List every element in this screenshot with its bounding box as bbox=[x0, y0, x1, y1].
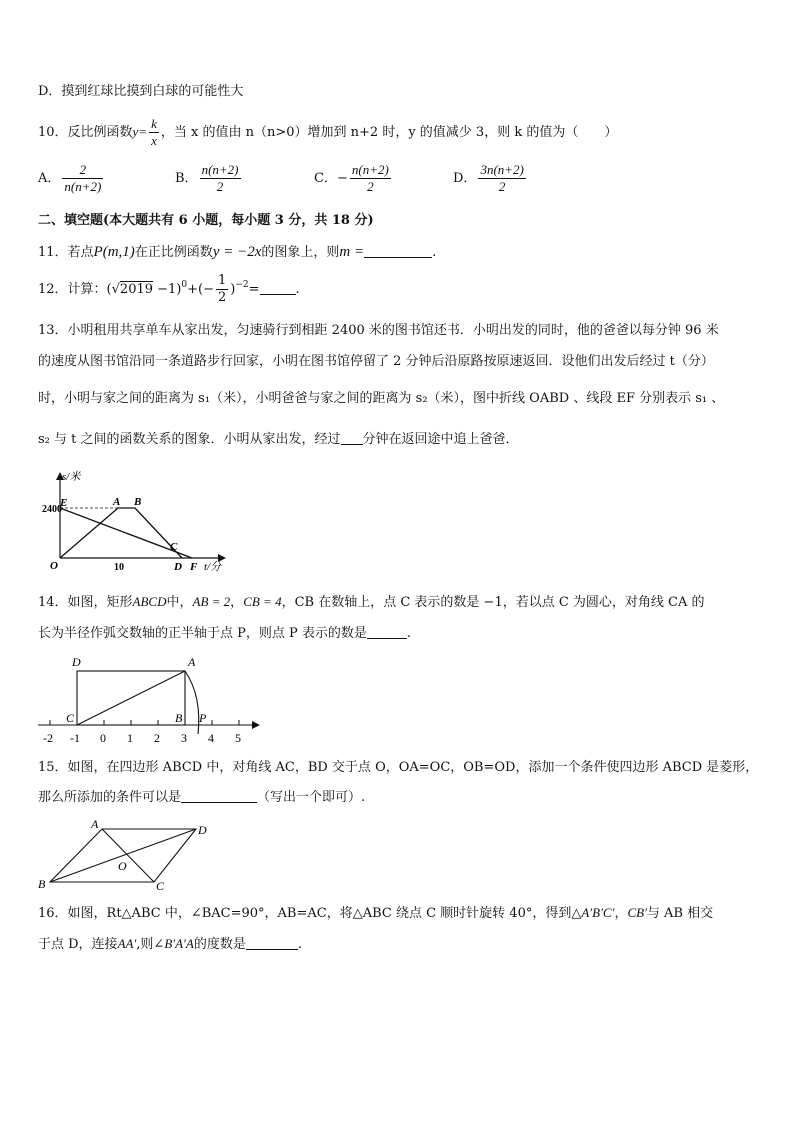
q10-option-c-num: n(n+2) bbox=[351, 162, 389, 177]
q10-stem bbox=[38, 116, 617, 149]
q14-line1-b: 中， bbox=[166, 595, 193, 610]
q14-ab: AB = 2 bbox=[192, 594, 231, 609]
tick-label-minus-1: -1 bbox=[70, 731, 80, 745]
label-d: D bbox=[72, 655, 81, 669]
q14-line1-a: 14．如图，矩形 bbox=[38, 595, 133, 610]
q14-cb: CB = 4 bbox=[243, 594, 282, 609]
label-d: D bbox=[174, 561, 182, 573]
q12-text-a: 12．计算：( bbox=[38, 282, 112, 297]
q10-option-c bbox=[314, 162, 393, 195]
label-a: A bbox=[188, 655, 196, 669]
q10-frac-num: k bbox=[151, 116, 157, 131]
q10-option-a-den: n(n+2) bbox=[64, 179, 102, 194]
q16-line1-c: 与 AB 相交 bbox=[646, 906, 714, 921]
diagonal-ca bbox=[77, 671, 185, 725]
q16-line1-a: 16．如图，Rt△ABC 中，∠BAC=90°，AB=AC，将△ABC 绕点 C 顺时针旋转 40°，得到△ bbox=[38, 906, 582, 921]
q10-fraction bbox=[149, 116, 159, 149]
y-axis-label: s/米 bbox=[62, 471, 81, 483]
q16-line2-a: 于点 D，连接 bbox=[38, 937, 118, 952]
q10-option-b bbox=[175, 162, 243, 195]
q10-option-b-frac bbox=[200, 162, 241, 195]
q10-option-b-den: 2 bbox=[216, 179, 224, 194]
diagonal-ac bbox=[102, 829, 154, 882]
q15-line2 bbox=[38, 788, 365, 808]
q11-text-b: 在正比例函数 bbox=[134, 245, 213, 260]
q15-line2-a: 那么所添加的条件可以是 bbox=[38, 790, 182, 805]
q11-text-c: 的图象上，则 bbox=[261, 245, 340, 260]
q16-line2 bbox=[38, 934, 302, 955]
tick-label-3: 3 bbox=[181, 731, 187, 745]
q14-figure bbox=[36, 650, 266, 746]
q10-option-c-frac bbox=[350, 162, 391, 195]
q16-cb-prime: CB′ bbox=[627, 905, 647, 920]
q12-text-d: ) bbox=[230, 282, 236, 297]
q10-option-a-num: 2 bbox=[62, 162, 103, 179]
q10-option-d-label: D． bbox=[453, 171, 477, 186]
q10-option-d-num: 3n(n+2) bbox=[480, 162, 524, 177]
label-p: P bbox=[199, 711, 207, 725]
label-f: F bbox=[190, 561, 198, 573]
q10-option-a bbox=[38, 162, 105, 195]
tick-label-minus-2: -2 bbox=[43, 731, 53, 745]
tick-label-0: 0 bbox=[100, 731, 106, 745]
label-a: A bbox=[91, 817, 99, 831]
q10-option-c-den: 2 bbox=[367, 179, 374, 194]
q13-answer-blank[interactable] bbox=[341, 430, 363, 445]
diagonal-bd bbox=[50, 829, 196, 882]
label-c: C bbox=[156, 879, 165, 893]
q10-mid: ，当 x 的值由 n（n>0）增加到 n+2 时，y 的值减少 3，则 k 的值为（ ） bbox=[160, 125, 618, 140]
q12-frac-den: 2 bbox=[217, 290, 227, 305]
q13-graph bbox=[40, 468, 240, 576]
q9-option-d: D．摸到红球比摸到白球的可能性大 bbox=[38, 84, 244, 99]
q11 bbox=[38, 242, 436, 263]
label-b: B bbox=[134, 496, 142, 508]
q16-line1-b: ， bbox=[614, 906, 628, 921]
q12 bbox=[38, 270, 300, 306]
q12-end: . bbox=[295, 282, 300, 297]
q10-option-b-num: n(n+2) bbox=[201, 162, 239, 177]
q13-line4-a: s₂ 与 t 之间的函数关系的图象．小明从家出发，经过 bbox=[38, 432, 341, 447]
q14-end: . bbox=[406, 626, 412, 641]
q16-answer-blank[interactable] bbox=[246, 935, 298, 950]
q16-prime-triangle: A′B′C′ bbox=[581, 905, 615, 920]
q15-answer-blank[interactable] bbox=[181, 788, 257, 803]
q16-line2-c: 的度数是 bbox=[193, 937, 246, 952]
label-c: C bbox=[66, 711, 75, 725]
label-c: C bbox=[170, 541, 178, 553]
label-b: B bbox=[38, 877, 46, 891]
q10-option-c-label: C． bbox=[314, 171, 337, 186]
q16-end: . bbox=[297, 937, 302, 952]
q11-var: m = bbox=[339, 244, 365, 260]
q10-frac-den: x bbox=[151, 133, 157, 148]
x-axis-label: t/分 bbox=[204, 561, 222, 573]
q16-angle: B′A′A bbox=[164, 936, 194, 951]
q16-line1 bbox=[38, 903, 713, 924]
q14-abcd: ABCD bbox=[132, 594, 167, 609]
y-tick-2400: 2400 bbox=[42, 504, 62, 515]
q13-line4 bbox=[38, 430, 519, 450]
q14-line1-c: ，CB 在数轴上，点 C 表示的数是 −1，若以点 C 为圆心，对角线 CA 的 bbox=[281, 595, 705, 610]
label-o: O bbox=[118, 859, 127, 873]
q16-aa-prime: AA′ bbox=[117, 936, 137, 951]
q13-line3: 时，小明与家之间的距离为 s₁（米），小明爸爸与家之间的距离为 s₂（米），图中折线 OABD 、线段 EF 分别表示 s₁ 、 bbox=[38, 391, 725, 406]
tick-label-5: 5 bbox=[235, 731, 241, 745]
q14-line2 bbox=[38, 624, 411, 644]
q13-line4-b: 分钟在返回途中追上爸爸． bbox=[362, 432, 519, 447]
q11-end: . bbox=[432, 245, 437, 260]
q14-line2-a: 长为半径作弧交数轴的正半轴于点 P，则点 P 表示的数是 bbox=[38, 626, 367, 641]
number-line-arrow bbox=[252, 721, 260, 729]
q15-figure bbox=[36, 816, 221, 896]
q14-line1: 14．如图，矩形ABCD中，AB = 2，CB = 4，CB 在数轴上，点 C 表示的数是 −1，若以点 C 为圆心，对角线 CA 的 bbox=[38, 594, 705, 610]
q13-line2: 的速度从图书馆沿同一条道路步行回家，小明在图书馆停留了 2 分钟后沿原路按原速返回．设他们出发后经过 t（分） bbox=[38, 354, 714, 369]
tick-label-4: 4 bbox=[208, 731, 214, 745]
q14-answer-blank[interactable] bbox=[367, 624, 407, 639]
q11-text-a: 11．若点 bbox=[38, 245, 94, 260]
q11-function: y = −2x bbox=[212, 244, 262, 260]
q12-answer-blank[interactable] bbox=[260, 280, 296, 295]
label-o: O bbox=[50, 560, 58, 572]
q10-option-d bbox=[453, 162, 528, 195]
section2-heading: 二、填空题(本大题共有 6 小题，每小题 3 分，共 18 分) bbox=[38, 213, 374, 228]
x-tick-10: 10 bbox=[114, 562, 124, 573]
q12-root: 2019 bbox=[119, 282, 154, 297]
q11-point: P(m,1) bbox=[93, 244, 135, 260]
q12-exponent: −2 bbox=[235, 280, 249, 290]
q15-line2-b: （写出一个即可）. bbox=[257, 790, 366, 805]
q12-text-c: +(− bbox=[187, 282, 214, 297]
q10-option-c-sign: − bbox=[336, 171, 348, 186]
tick-label-2: 2 bbox=[154, 731, 160, 745]
q16-line2-b: ,则∠ bbox=[136, 937, 165, 952]
q10-option-d-den: 2 bbox=[498, 179, 506, 194]
tick-label-1: 1 bbox=[127, 731, 133, 745]
label-e: E bbox=[60, 497, 68, 509]
q10-option-a-frac bbox=[62, 162, 103, 195]
q10-prefix: 10．反比例函数 bbox=[38, 125, 133, 140]
q12-text-e: = bbox=[248, 282, 260, 297]
q10-option-d-frac bbox=[478, 162, 525, 195]
label-d: D bbox=[198, 823, 207, 837]
q10-option-a-label: A． bbox=[38, 171, 61, 186]
q12-exponent-0: 0 bbox=[181, 280, 188, 290]
q11-answer-blank[interactable] bbox=[364, 243, 432, 258]
label-b: B bbox=[175, 711, 183, 725]
q13-line1: 13．小明租用共享单车从家出发，匀速骑行到相距 2400 米的图书馆还书．小明出发的同时，他的爸爸以每分钟 96 米 bbox=[38, 323, 719, 338]
label-a: A bbox=[113, 496, 121, 508]
sqrt-symbol: √ bbox=[111, 282, 120, 297]
q12-text-b: −1) bbox=[153, 282, 182, 297]
q12-fraction bbox=[216, 273, 228, 306]
q10-option-b-label: B． bbox=[175, 171, 198, 186]
q10-y: y= bbox=[132, 124, 148, 139]
q12-frac-num: 1 bbox=[217, 273, 227, 288]
q15-line1: 15．如图，在四边形 ABCD 中，对角线 AC，BD 交于点 O，OA=OC，OB=OD，添加一个条件使四边形 ABCD 是菱形， bbox=[38, 760, 759, 775]
